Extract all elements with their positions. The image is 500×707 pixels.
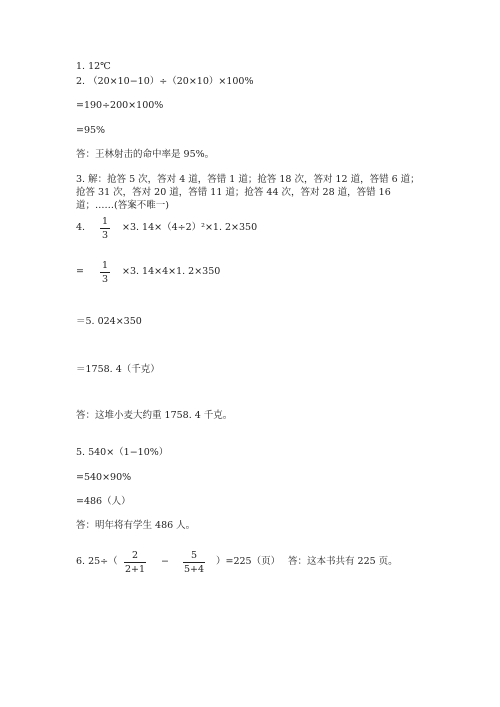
fraction-numerator: 2 <box>131 550 139 561</box>
answer-6-result: ）=225（页） <box>216 556 281 567</box>
fraction-bar <box>100 272 110 273</box>
answer-3-line-3: 道；……(答案不唯一) <box>76 200 169 211</box>
answer-2-result: =95% <box>76 125 106 136</box>
answer-5-step: =540×90% <box>76 472 132 483</box>
fraction-denominator: 3 <box>101 274 109 285</box>
answer-4-result: ＝1758. 4（千克） <box>76 364 160 375</box>
answer-4-conclusion: 答：这堆小麦大约重 1758. 4 千克。 <box>76 410 233 421</box>
answer-4-expression: ×3. 14×（4÷2）²×1. 2×350 <box>122 222 258 233</box>
fraction-denominator: 2+1 <box>124 564 146 575</box>
answer-4-step: ×3. 14×4×1. 2×350 <box>122 266 221 277</box>
fraction-bar <box>100 228 110 229</box>
fraction-numerator: 5 <box>190 550 198 561</box>
fraction-denominator: 3 <box>101 230 109 241</box>
answer-4-label: 4. <box>76 222 86 233</box>
fraction-numerator: 1 <box>101 216 109 227</box>
answer-2-conclusion: 答：王林射击的命中率是 95%。 <box>76 149 215 160</box>
fraction-bar <box>124 562 146 563</box>
answer-5-expression: 5. 540×（1−10%） <box>76 447 169 458</box>
answer-6-minus: − <box>161 556 169 567</box>
fraction-one-third <box>100 260 110 285</box>
answer-1: 1. 12℃ <box>76 61 111 72</box>
fraction-numerator: 1 <box>101 260 109 271</box>
answer-3-line-1: 3. 解：抢答 5 次，答对 4 道，答错 1 道；抢答 18 次，答对 12 道，答错 6 道； <box>76 174 420 185</box>
answer-6-conclusion: 答：这本书共有 225 页。 <box>288 556 398 567</box>
fraction-denominator: 5+4 <box>183 564 205 575</box>
answer-2-step: =190÷200×100% <box>76 100 164 111</box>
fraction-two-over-three <box>124 550 146 575</box>
fraction-five-over-nine <box>183 550 205 575</box>
fraction-one-third <box>100 216 110 241</box>
fraction-bar <box>183 562 205 563</box>
answer-5-result: =486（人） <box>76 496 131 507</box>
answer-4-step-2: ＝5. 024×350 <box>76 316 142 327</box>
answer-5-conclusion: 答：明年将有学生 486 人。 <box>76 520 196 531</box>
answer-4-equals: = <box>76 266 84 277</box>
answer-3-line-2: 抢答 31 次，答对 20 道，答错 11 道；抢答 44 次，答对 28 道，答错 16 <box>76 187 391 198</box>
answer-6-prefix: 6. 25÷（ <box>76 556 118 567</box>
answer-2-expression: 2. （20×10−10）÷（20×10）×100% <box>76 76 254 87</box>
